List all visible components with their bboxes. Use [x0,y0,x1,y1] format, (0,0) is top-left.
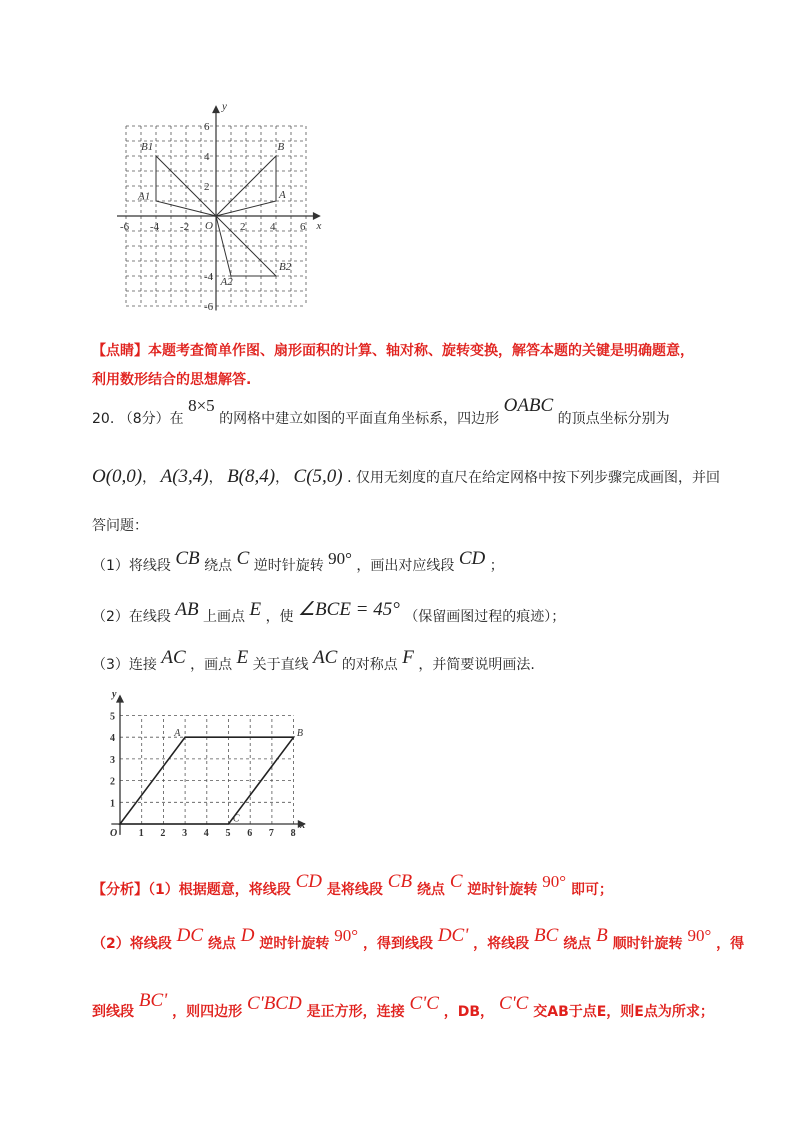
q20-sep: ， [142,470,157,486]
x-tick-label: -6 [120,221,130,233]
q20-step-3-text: ，并简要说明画法. [418,657,535,673]
x-tick-label: 2 [160,828,166,839]
analysis-bc-prime: BC' [138,990,168,1011]
review-line-1: 本题考查简单作图、扇形面积的计算、轴对称、旋转变换，解答本题的关键是明确题意， [148,343,694,359]
analysis-cd: CD [295,871,323,892]
analysis-text: 逆时针旋转 [259,936,330,952]
q20-step-1-text: ，画出对应线段 [356,558,455,574]
q20-step-2-ab: AB [175,599,199,620]
review-paragraph [92,340,694,360]
q20-step-3-ac: AC [313,647,338,668]
analysis-line-3 [92,990,714,1022]
y-tick-label: -6 [204,301,214,312]
q20-step-3 [92,647,535,675]
axis-label-y: y [222,100,227,113]
analysis-text: 即可； [570,882,613,898]
q20-sep: ， [208,470,223,486]
analysis-deg: 90° [334,926,359,945]
q20-step-1 [92,548,504,576]
review-tag: 【点睛】 [92,343,148,359]
q20-sep: ， [275,470,290,486]
q20-points: （8分）在 [118,411,184,427]
analysis-d: D [240,925,255,946]
y-tick-label: 5 [110,711,115,723]
q20-step-2-text: （2）在线段 [92,609,171,625]
q20-text-1a: 的网格中建立如图的平面直角坐标系，四边形 [219,411,500,427]
q20-step-3-e: E [236,647,249,668]
y-axis-arrow [117,696,123,702]
figure-2-parallelogram-grid [96,688,310,850]
analysis-text: ，得 [716,936,745,952]
y-tick-label: 3 [110,754,115,766]
q20-step-3-text: 的对称点 [341,657,398,673]
analysis-line-1 [92,871,613,900]
x-tick-label: -4 [150,221,160,233]
x-tick-label: 4 [203,828,209,839]
analysis-text: ，则四边形 [172,1004,243,1020]
x-tick-label: 3 [182,828,188,839]
analysis-dc: DC [176,925,204,946]
y-tick-label: 1 [110,798,115,810]
point-label: B [296,728,303,740]
analysis-text: 顺时针旋转 [612,936,683,952]
analysis-text: （2）将线段 [92,936,172,952]
x-tick-label: 8 [290,828,296,839]
origin-label: O [205,220,213,232]
q20-coord-B: B(8,4) [227,466,276,487]
y-tick-label: 4 [110,733,115,745]
point-label: A [174,728,181,740]
point-label: A [279,189,286,201]
analysis-quad: C'BCD [246,993,302,1014]
q20-step-1-cb: CB [175,548,200,569]
analysis-deg: 90° [687,926,712,945]
review-line-2: 利用数形结合的思想解答. [92,372,252,388]
q20-step-2-text: （保留画图过程的痕迹）； [404,609,566,625]
q20-line-2 [92,466,720,488]
q20-step-2-text: 上画点 [203,609,246,625]
x-axis-arrow [314,213,320,219]
q20-step-3-text: ，画点 [190,657,233,673]
review-paragraph-cont [92,369,251,389]
q20-step-1-text: 逆时针旋转 [253,558,324,574]
q20-step-3-text: 关于直线 [252,657,309,673]
x-tick-label: 6 [247,828,253,839]
q20-step-1-cd: CD [458,548,486,569]
origin-label: O [110,828,118,839]
analysis-tag: 【分析】 [92,882,148,898]
point-label: B1 [141,141,154,153]
analysis-text: 交AB于点E，则E点为所求； [533,1004,714,1020]
y-tick-label: -4 [204,271,214,283]
figure-1-coordinate-grid [108,100,338,312]
q20-step-1-text: ； [489,558,504,574]
q20-text-2: . 仅用无刻度的直尺在给定网格中按下列步骤完成画图，并回 [347,470,720,486]
point-label: A1 [138,190,151,203]
analysis-dc-prime: DC' [437,925,469,946]
x-tick-label: -2 [180,221,190,233]
point-label: B [277,141,285,153]
point-label: B2 [279,261,292,273]
point-label: A2 [220,276,233,288]
q20-step-1-text: 绕点 [204,558,233,574]
q20-step-1-text: （1）将线段 [92,558,171,574]
q20-text-1b: 的顶点坐标分别为 [557,411,670,427]
q20-grid-size: 8×5 [188,396,215,415]
x-tick-label: 1 [138,828,144,839]
analysis-text: 逆时针旋转 [467,882,538,898]
q20-quad: OABC [503,395,554,416]
q20-step-3-text: （3）连接 [92,657,157,673]
q20-line-3 [92,515,148,535]
analysis-cc: C'C [409,993,439,1014]
q20-coord-A: A(3,4) [160,466,209,487]
analysis-text: 是正方形，连接 [306,1004,405,1020]
axis-label-x: x [316,220,322,232]
analysis-text: ，得到线段 [362,936,433,952]
q20-line-1 [92,395,670,429]
analysis-text: 绕点 [416,882,445,898]
analysis-text: 绕点 [207,936,236,952]
q20-number: 20. [92,411,115,427]
q20-coord-C: C(5,0) [293,466,343,487]
y-tick-label: 6 [204,121,210,133]
x-tick-label: 4 [270,221,276,233]
analysis-c: C [449,871,463,892]
analysis-text: （1）根据题意，将线段 [148,882,291,898]
x-tick-label: 6 [300,221,306,233]
y-tick-label: 4 [204,151,210,163]
q20-step-3-f: F [402,647,414,668]
analysis-b: B [596,925,608,946]
q20-step-2 [92,599,566,627]
analysis-text: 绕点 [563,936,592,952]
q20-step-3-ac: AC [161,647,186,668]
y-tick-label: 2 [204,181,210,193]
analysis-text: 是将线段 [326,882,383,898]
q20-step-2-angle: ∠BCE = 45° [298,599,400,620]
analysis-line-2 [92,925,745,954]
x-tick-label: 2 [240,221,246,233]
q20-step-2-text: ，使 [265,609,294,625]
q20-text-3: 答问题： [92,518,148,534]
axis-label-x: x [300,820,306,831]
q20-step-1-deg: 90° [328,549,352,568]
x-tick-label: 5 [225,828,231,839]
analysis-deg: 90° [542,872,567,891]
analysis-cb: CB [387,871,413,892]
q20-step-2-e: E [249,599,262,620]
analysis-cc: C'C [498,993,529,1014]
analysis-text: ，DB， [443,1004,495,1020]
q20-coord-O: O(0,0) [92,466,143,487]
y-axis-arrow [213,107,219,113]
point-label: C [232,813,240,825]
y-tick-label: 2 [110,776,115,788]
analysis-bc: BC [534,925,559,946]
analysis-text: ，将线段 [473,936,530,952]
q20-step-1-c: C [236,548,250,569]
x-tick-label: 7 [268,828,274,839]
axis-label-y: y [112,689,117,701]
analysis-text: 到线段 [92,1004,134,1020]
